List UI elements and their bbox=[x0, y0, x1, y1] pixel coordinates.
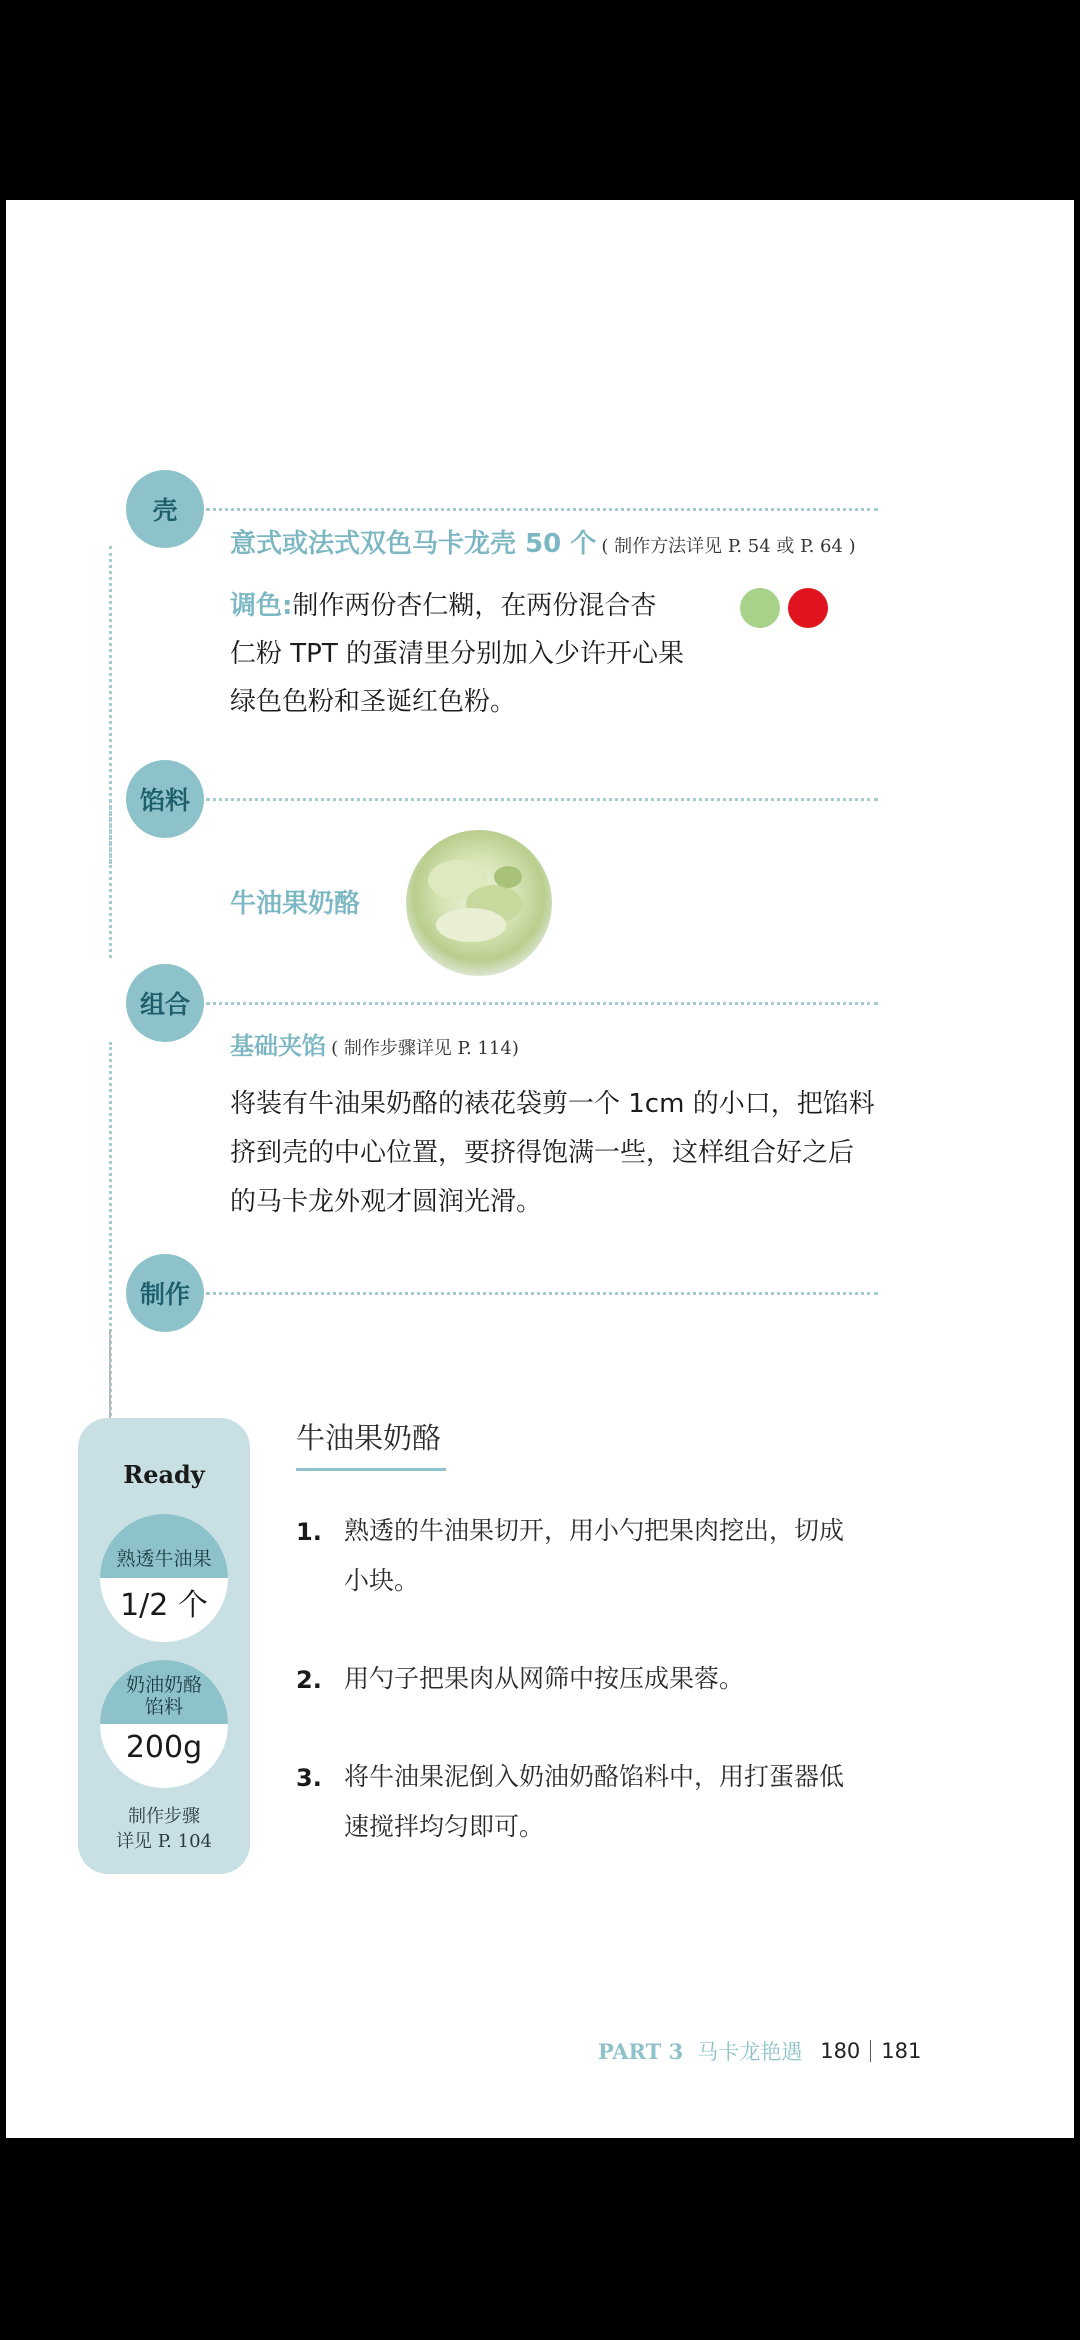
color-label: 调色: bbox=[230, 591, 293, 621]
green-swatch bbox=[740, 588, 780, 628]
recipe-title: 牛油果奶酪 bbox=[296, 1421, 442, 1455]
page-number-right: 181 bbox=[881, 2039, 922, 2063]
step-number: 1. bbox=[296, 1518, 322, 1546]
section-divider bbox=[206, 508, 878, 511]
page-number-left: 180 bbox=[820, 2039, 861, 2063]
shell-line-2: 仁粉 TPT 的蛋清里分别加入少许开心果 bbox=[230, 639, 684, 669]
assemble-text bbox=[230, 1080, 890, 1227]
assemble-reference: ( 制作步骤详见 P. 114) bbox=[331, 1038, 519, 1059]
ingredient-amount: 200g bbox=[125, 1730, 203, 1765]
step-1-line-2: 小块。 bbox=[344, 1566, 420, 1595]
timeline-line bbox=[109, 546, 112, 958]
shell-line-3: 绿色色粉和圣诞红色粉。 bbox=[230, 687, 517, 717]
shell-line-1: 制作两份杏仁糊，在两份混合杏 bbox=[292, 591, 657, 621]
step-1-line-1: 熟透的牛油果切开，用小勺把果肉挖出，切成 bbox=[344, 1516, 845, 1545]
assemble-line-2: 挤到壳的中心位置，要挤得饱满一些，这样组合好之后 bbox=[230, 1138, 855, 1168]
ready-note-line-2: 详见 P. 104 bbox=[116, 1831, 212, 1852]
section-divider bbox=[206, 1292, 878, 1295]
step-text bbox=[344, 1506, 904, 1606]
assemble-line-3: 的马卡龙外观才圆润光滑。 bbox=[230, 1187, 543, 1217]
assemble-title: 基础夹馅 bbox=[230, 1032, 326, 1060]
section-badge-filling: 馅料 bbox=[126, 760, 204, 838]
assemble-title-row bbox=[230, 1026, 519, 1061]
section-badge-assemble: 组合 bbox=[126, 964, 204, 1042]
step-text bbox=[344, 1752, 904, 1852]
shell-reference: ( 制作方法详见 P. 54 或 P. 64 ) bbox=[601, 536, 856, 557]
section-badge-make: 制作 bbox=[126, 1254, 204, 1332]
section-divider bbox=[206, 1002, 878, 1005]
step-2-line-1: 用勺子把果肉从网筛中按压成果蓉。 bbox=[344, 1664, 745, 1693]
page-footer bbox=[598, 2036, 921, 2066]
footer-chapter: 马卡龙艳遇 bbox=[697, 2040, 803, 2064]
filling-name: 牛油果奶酪 bbox=[230, 889, 361, 919]
book-page bbox=[6, 200, 1074, 2138]
ingredient-badge bbox=[100, 1660, 228, 1788]
footer-part: PART 3 bbox=[598, 2038, 684, 2064]
ready-card bbox=[78, 1418, 250, 1874]
step-text bbox=[344, 1654, 904, 1704]
ingredient-badge bbox=[100, 1514, 228, 1642]
step-3-line-2: 速搅拌均匀即可。 bbox=[344, 1812, 545, 1841]
page-separator bbox=[870, 2040, 871, 2062]
step-number: 3. bbox=[296, 1764, 322, 1792]
section-divider bbox=[206, 798, 878, 801]
section-badge-shell: 壳 bbox=[126, 470, 204, 548]
step-3-line-1: 将牛油果泥倒入奶油奶酪馅料中，用打蛋器低 bbox=[344, 1762, 845, 1791]
shell-title: 意式或法式双色马卡龙壳 50 个 bbox=[230, 529, 597, 559]
shell-title-row bbox=[230, 523, 856, 560]
ingredient-name: 奶油奶酪馅料 bbox=[125, 1674, 202, 1718]
ready-note-line-1: 制作步骤 bbox=[128, 1806, 200, 1827]
shell-color-text bbox=[230, 582, 750, 726]
red-swatch bbox=[788, 588, 828, 628]
recipe-title-underline bbox=[296, 1468, 446, 1471]
avocado-cheese-photo bbox=[406, 830, 552, 976]
step-number: 2. bbox=[296, 1666, 322, 1694]
ingredient-name: 熟透牛油果 bbox=[116, 1548, 212, 1570]
ingredient-amount: 1/2 个 bbox=[120, 1588, 208, 1623]
timeline-line bbox=[109, 800, 112, 864]
assemble-line-1: 将装有牛油果奶酪的裱花袋剪一个 1cm 的小口，把馅料 bbox=[230, 1089, 875, 1119]
ready-note bbox=[78, 1804, 250, 1854]
ready-title: Ready bbox=[123, 1460, 205, 1489]
